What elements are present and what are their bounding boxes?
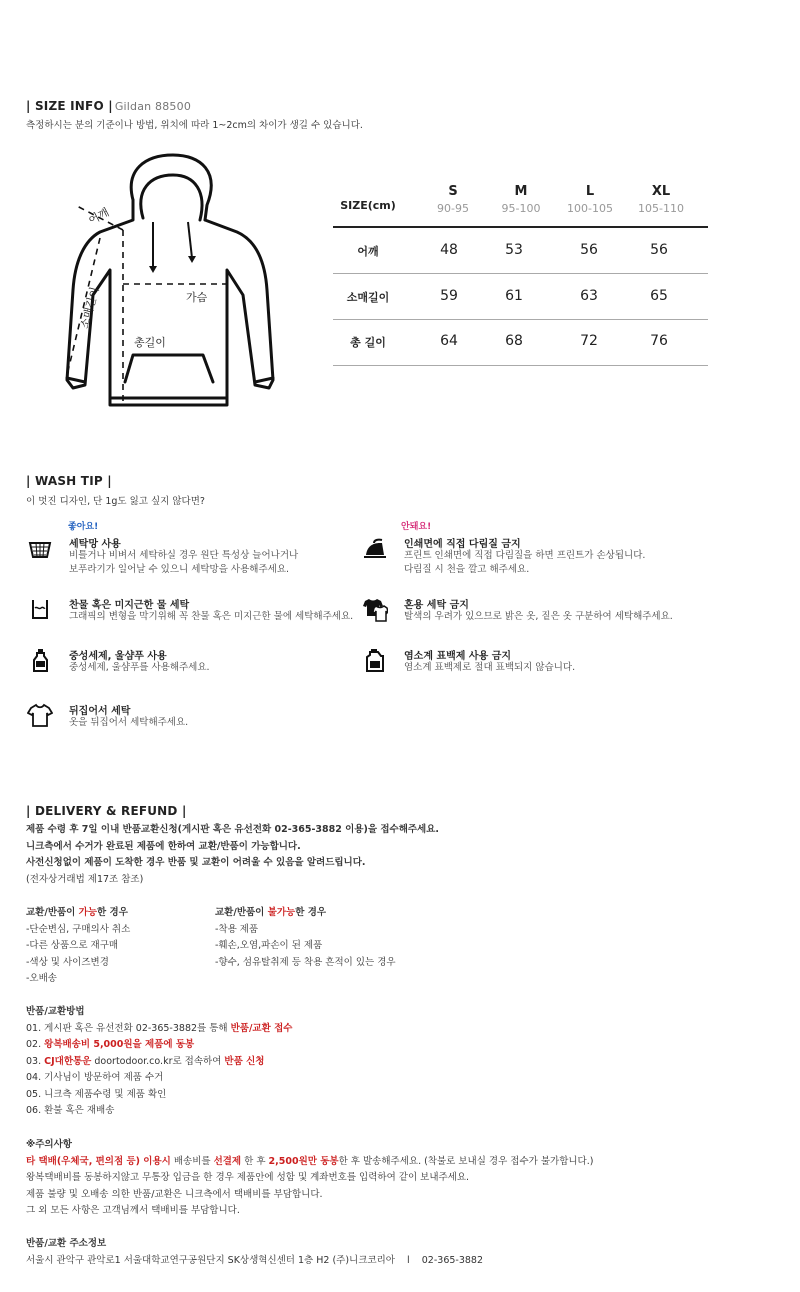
table-row: 총 길이 64 68 72 76 [333, 320, 708, 366]
refund-method [26, 1004, 292, 1120]
method-step: 06. 환불 혹은 재배송 [26, 1105, 115, 1116]
size-info-note: 측정하시는 분의 기준이나 방법, 위치에 따라 1~2cm의 차이가 생길 수 있습니다. [26, 120, 363, 131]
notice-line: 니크측에서 수거가 완료된 제품에 한하여 교환/반품이 가능합니다. [26, 840, 301, 852]
wash-item-cold-water: 찬물 혹은 미지근한 물 세탁 그래픽의 변형을 막기위해 꼭 찬물 혹은 미지근한 물에 세탁해주세요. [27, 596, 367, 626]
size-col-s: S 90-95 [437, 184, 469, 215]
caution-line: 그 외 모든 사항은 고객님께서 택배비를 부담합니다. [26, 1205, 240, 1216]
cold-water-icon [27, 596, 53, 622]
good-tag: 좋아요! [68, 522, 99, 532]
list-item: -색상 및 사이즈변경 [26, 956, 109, 968]
return-address [26, 1236, 483, 1269]
method-step: 05. 니크측 제품수령 및 제품 확인 [26, 1088, 167, 1100]
list-item: -향수, 섬유탈취제 등 착용 흔적이 있는 경우 [215, 956, 396, 968]
list-item: -다른 상품으로 재구매 [26, 940, 119, 951]
list-item: -오배송 [26, 973, 57, 984]
delivery-heading: | DELIVERY & REFUND | [26, 804, 187, 818]
notice-line: 사전신청없이 제품이 도착한 경우 반품 및 교환이 어려울 수 있음을 알려드립니다. [26, 857, 366, 868]
delivery-notices [26, 822, 439, 888]
size-info-heading: | SIZE INFO | Gildan 88500 [26, 99, 192, 113]
list-item: -착용 제품 [215, 923, 259, 935]
chest-label: 가슴 [186, 291, 208, 304]
method-step: 02. 왕복배송비 5,000원을 제품에 동봉 [26, 1039, 195, 1050]
inside-out-shirt-icon [27, 702, 53, 728]
wash-item-no-iron: 인쇄면에 직접 다림질 금지 프린트 인쇄면에 직접 다림질을 하면 프린트가 손상됩니다. 다림질 시 천을 깔고 해주세요. [362, 535, 692, 575]
table-row: 어깨 48 53 56 56 [333, 228, 708, 274]
size-table-corner: SIZE(cm) [340, 199, 396, 212]
refund-impossible-title: 교환/반품이 불가능한 경우 [215, 907, 327, 918]
length-label: 총길이 [134, 336, 166, 349]
notice-line: 제품 수령 후 7일 이내 반품교환신청(게시판 혹은 유선전화 02-365-3882 이용)을 접수해주세요. [26, 824, 440, 835]
method-step: 03. CJ대한통운 doortodoor.co.kr로 접속하여 반품 신청 [26, 1055, 265, 1067]
size-table [333, 182, 708, 366]
caution-title: ※주의사항 [26, 1139, 72, 1150]
caution-line: 제품 불량 및 오배송 의한 반품/교환은 니크측에서 택배비를 부담합니다. [26, 1188, 323, 1200]
wash-item-no-bleach: 염소계 표백제 사용 금지 염소계 표백제로 절대 표백되지 않습니다. [362, 647, 692, 677]
list-item: -훼손,오염,파손이 된 제품 [215, 940, 323, 951]
refund-method-title: 반품/교환방법 [26, 1006, 85, 1017]
wash-item-inside-out: 뒤집어서 세탁 옷을 뒤집어서 세탁해주세요. [27, 702, 367, 732]
list-item: -단순변심, 구매의사 취소 [26, 923, 131, 935]
wash-item-detergent: 중성세제, 울샴푸 사용 중성세제, 울샴푸를 사용해주세요. [27, 647, 367, 677]
wash-item-laundry-net: 세탁망 사용 비틀거나 비벼서 세탁하실 경우 원단 특성상 늘어나거나 보푸라기가 일어날 수 있으니 세탁망을 사용해주세요. [27, 535, 367, 575]
mixed-wash-icon [362, 596, 388, 622]
refund-possible-title: 교환/반품이 가능한 경우 [26, 907, 128, 918]
wash-tip-heading: | WASH TIP | [26, 474, 112, 488]
size-col-m: M 95-100 [501, 184, 541, 215]
no-bleach-icon [362, 647, 388, 673]
size-col-xl: XL 105-110 [638, 184, 684, 215]
size-col-l: L 100-105 [567, 184, 613, 215]
detergent-bottle-icon [27, 647, 53, 673]
sleeve-label: 소매길이 [77, 285, 102, 330]
bad-tag: 안돼요! [401, 522, 432, 532]
wash-tip-intro: 이 멋진 디자인, 단 1g도 잃고 싶지 않다면? [26, 496, 205, 507]
shoulder-label: 어깨 [86, 205, 112, 228]
refund-possible-list [26, 905, 130, 988]
notice-line: (전자상거래법 제17조 참조) [26, 873, 144, 885]
caution-section [26, 1137, 593, 1220]
size-table-header [333, 182, 708, 228]
table-row: 소매길이 59 61 63 65 [333, 274, 708, 320]
no-iron-icon [362, 535, 388, 561]
address-text: 서울시 관악구 관악로1 서울대학교연구공원단지 SK상생혁신센터 1층 H2 (주)니크코리아 l 02-365-3882 [26, 1254, 484, 1266]
method-step: 01. 게시판 혹은 유선전화 02-365-3882를 통해 반품/교환 접수 [26, 1022, 293, 1034]
address-title: 반품/교환 주소정보 [26, 1238, 107, 1249]
laundry-net-icon [27, 535, 53, 561]
caution-line: 타 택배(우체국, 편의점 등) 이용시 배송비를 선결제 한 후 2,500원만 동봉한 후 발송해주세요. (착불로 보내실 경우 접수가 불가합니다.) [26, 1155, 594, 1167]
refund-impossible-list [215, 905, 396, 971]
wash-item-mixed-wash: 혼용 세탁 금지 탈색의 우려가 있으므로 밝은 옷, 짙은 옷 구분하여 세탁해주세요. [362, 596, 692, 626]
method-step: 04. 기사님이 방문하여 제품 수거 [26, 1072, 164, 1083]
caution-line: 왕복택배비를 동봉하지않고 무통장 입금을 한 경우 제품안에 성함 및 계좌번호를 입력하여 같이 보내주세요. [26, 1172, 470, 1183]
